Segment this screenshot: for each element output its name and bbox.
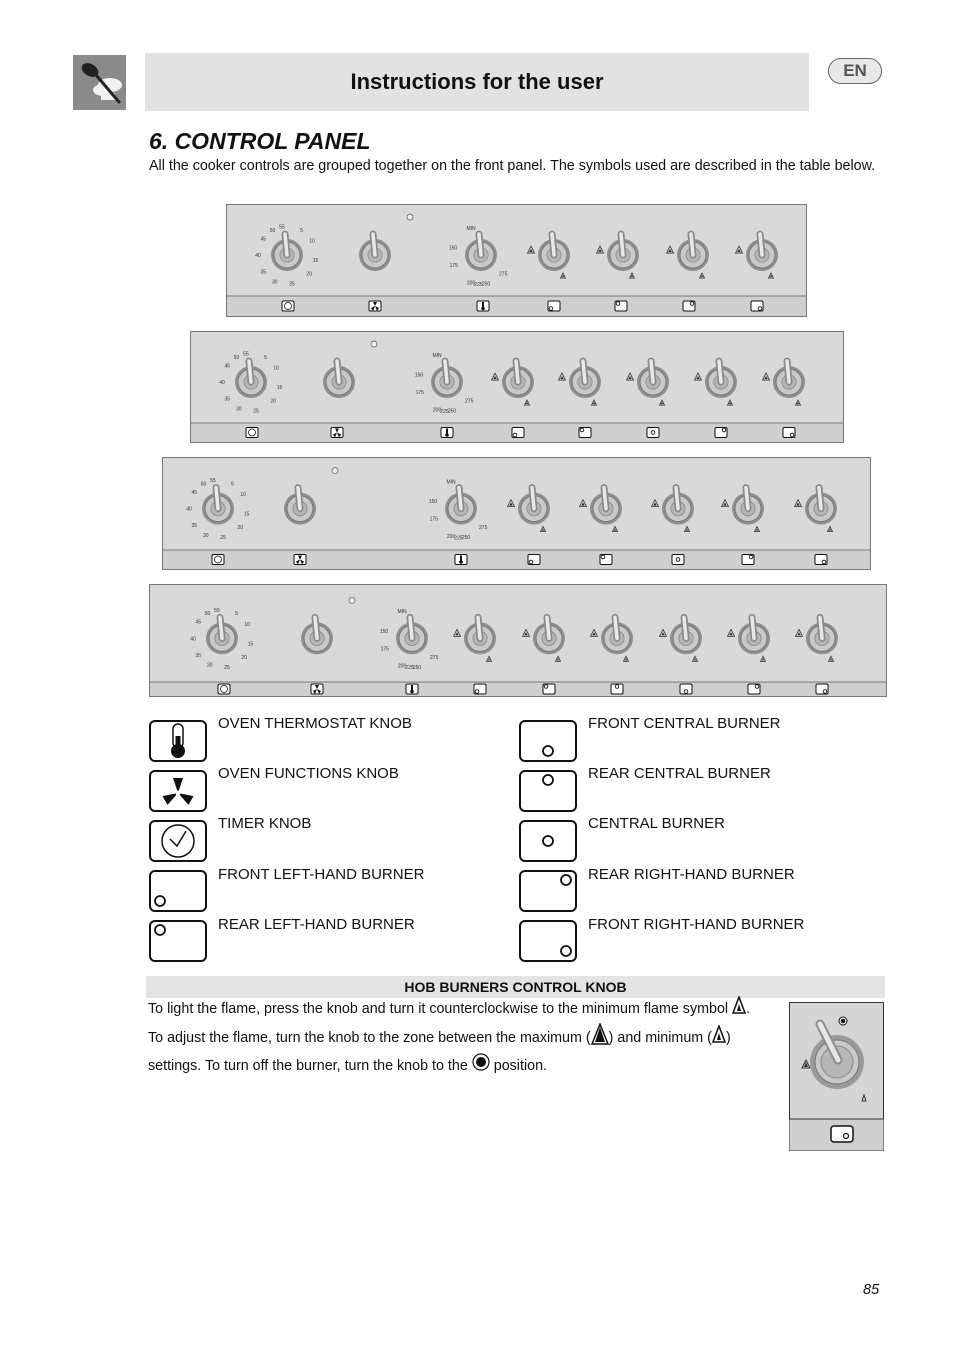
svg-text:5: 5 bbox=[300, 227, 303, 234]
thermometer-icon bbox=[149, 720, 207, 762]
svg-text:10: 10 bbox=[240, 492, 246, 499]
control-panel-2 bbox=[190, 331, 844, 443]
svg-text:5: 5 bbox=[231, 481, 234, 488]
svg-text:200: 200 bbox=[446, 533, 456, 540]
svg-text:50: 50 bbox=[204, 611, 211, 618]
svg-text:275: 275 bbox=[499, 271, 508, 278]
svg-text:45: 45 bbox=[260, 236, 267, 243]
burner-rear-left-icon bbox=[149, 920, 207, 962]
burner-rear-central-icon bbox=[519, 770, 577, 812]
fan-icon bbox=[149, 770, 207, 812]
svg-text:150: 150 bbox=[448, 245, 458, 252]
svg-text:20: 20 bbox=[241, 654, 247, 661]
svg-text:275: 275 bbox=[430, 654, 439, 661]
svg-text:20: 20 bbox=[237, 525, 243, 532]
svg-text:225: 225 bbox=[454, 535, 463, 542]
hob-section-heading bbox=[146, 976, 885, 998]
svg-text:35: 35 bbox=[191, 523, 198, 530]
svg-text:20: 20 bbox=[270, 398, 276, 405]
svg-text:25: 25 bbox=[289, 281, 295, 288]
page-header-title: Instructions for the user bbox=[350, 69, 604, 94]
svg-text:150: 150 bbox=[414, 372, 424, 379]
svg-text:35: 35 bbox=[195, 652, 202, 659]
legend-label-central: CENTRAL BURNER bbox=[588, 815, 725, 832]
svg-text:MIN: MIN bbox=[397, 609, 407, 616]
svg-text:25: 25 bbox=[220, 535, 226, 542]
svg-text:50: 50 bbox=[200, 481, 207, 488]
burner-front-left-icon bbox=[149, 870, 207, 912]
svg-text:175: 175 bbox=[449, 262, 458, 269]
hob-text-3: ) and minimum ( bbox=[608, 1029, 712, 1046]
burner-rear-right-icon bbox=[519, 870, 577, 912]
svg-text:150: 150 bbox=[379, 628, 389, 635]
svg-text:200: 200 bbox=[397, 663, 407, 670]
min-flame-icon bbox=[732, 996, 746, 1023]
svg-text:15: 15 bbox=[312, 258, 319, 265]
svg-text:250: 250 bbox=[481, 281, 491, 288]
legend-label-front-central: FRONT CENTRAL BURNER bbox=[588, 715, 781, 732]
max-flame-icon bbox=[591, 1023, 609, 1054]
svg-text:55: 55 bbox=[214, 607, 220, 614]
svg-text:40: 40 bbox=[219, 380, 225, 387]
control-panel-1 bbox=[226, 204, 807, 317]
svg-text:250: 250 bbox=[447, 408, 457, 415]
svg-text:55: 55 bbox=[279, 224, 285, 231]
panel-drawing bbox=[163, 458, 870, 569]
panel-drawing bbox=[227, 205, 806, 316]
svg-text:150: 150 bbox=[428, 499, 438, 506]
header-bar bbox=[145, 53, 809, 111]
svg-text:250: 250 bbox=[461, 535, 471, 542]
svg-text:10: 10 bbox=[273, 365, 279, 372]
legend-label-rear-left: REAR LEFT-HAND BURNER bbox=[218, 916, 415, 933]
svg-text:MIN: MIN bbox=[446, 479, 456, 486]
svg-text:50: 50 bbox=[269, 227, 276, 234]
svg-text:40: 40 bbox=[186, 506, 192, 513]
svg-text:25: 25 bbox=[224, 664, 230, 671]
svg-text:225: 225 bbox=[474, 281, 483, 288]
legend-label-functions: OVEN FUNCTIONS KNOB bbox=[218, 765, 399, 782]
svg-text:55: 55 bbox=[210, 478, 216, 485]
legend-label-timer: TIMER KNOB bbox=[218, 815, 312, 832]
svg-text:50: 50 bbox=[233, 354, 240, 361]
svg-text:225: 225 bbox=[405, 665, 414, 672]
svg-text:25: 25 bbox=[253, 408, 259, 415]
svg-text:MIN: MIN bbox=[432, 352, 442, 359]
svg-text:45: 45 bbox=[224, 363, 231, 370]
svg-text:200: 200 bbox=[466, 280, 476, 287]
legend-label-front-left: FRONT LEFT-HAND BURNER bbox=[218, 866, 425, 883]
svg-text:15: 15 bbox=[276, 385, 283, 392]
burner-front-right-icon bbox=[519, 920, 577, 962]
hob-text-4: ) settings. To turn off the burner, turn the knob to the bbox=[148, 1029, 731, 1075]
svg-text:30: 30 bbox=[235, 406, 242, 413]
svg-text:20: 20 bbox=[306, 271, 312, 278]
legend-label-rear-right: REAR RIGHT-HAND BURNER bbox=[588, 866, 795, 883]
section-title: 6. CONTROL PANEL bbox=[149, 128, 371, 154]
panel-drawing bbox=[150, 585, 886, 696]
panel-drawing bbox=[191, 332, 843, 442]
svg-text:175: 175 bbox=[429, 516, 438, 523]
legend-label-thermostat: OVEN THERMOSTAT KNOB bbox=[218, 715, 412, 732]
svg-text:30: 30 bbox=[271, 279, 278, 286]
control-panel-3 bbox=[162, 457, 871, 570]
burner-front-central-icon bbox=[519, 720, 577, 762]
control-panel-4 bbox=[149, 584, 887, 697]
svg-text:275: 275 bbox=[465, 398, 474, 405]
svg-text:MIN: MIN bbox=[466, 225, 476, 232]
svg-text:40: 40 bbox=[190, 636, 196, 643]
svg-text:10: 10 bbox=[309, 238, 315, 245]
svg-text:40: 40 bbox=[255, 253, 261, 260]
svg-text:275: 275 bbox=[479, 525, 488, 532]
svg-text:35: 35 bbox=[224, 396, 231, 403]
hob-text-1: To light the flame, press the knob and turn it counterclockwise to the minimum flame symbol bbox=[148, 1001, 729, 1018]
off-position-icon bbox=[472, 1053, 490, 1080]
hob-text-2: . To adjust the flame, turn the knob to the zone between the maximum ( bbox=[148, 1001, 751, 1046]
svg-text:5: 5 bbox=[235, 611, 238, 618]
min-flame-icon-2 bbox=[712, 1025, 726, 1052]
svg-text:225: 225 bbox=[440, 408, 449, 415]
svg-text:35: 35 bbox=[260, 269, 267, 276]
burner-knob-icon bbox=[789, 1002, 884, 1151]
hob-heading-text: HOB BURNERS CONTROL KNOB bbox=[404, 979, 627, 995]
svg-text:175: 175 bbox=[415, 389, 424, 396]
svg-text:55: 55 bbox=[243, 351, 249, 358]
svg-text:15: 15 bbox=[247, 641, 254, 648]
svg-text:45: 45 bbox=[191, 489, 198, 496]
svg-text:15: 15 bbox=[243, 511, 250, 518]
hob-text-5: position. bbox=[493, 1058, 548, 1075]
clock-icon bbox=[149, 820, 207, 862]
svg-text:250: 250 bbox=[412, 664, 422, 671]
svg-text:200: 200 bbox=[432, 407, 442, 414]
burner-central-icon bbox=[519, 820, 577, 862]
legend-label-rear-central: REAR CENTRAL BURNER bbox=[588, 765, 771, 782]
intro-paragraph: All the cooker controls are grouped together on the front panel. The symbols used are described in the table below. bbox=[149, 158, 876, 174]
svg-text:10: 10 bbox=[244, 621, 250, 628]
svg-text:30: 30 bbox=[202, 532, 209, 539]
spoon-and-chef-hat-icon bbox=[73, 55, 126, 110]
page-number: 85 bbox=[863, 1282, 880, 1298]
language-badge: EN bbox=[828, 58, 882, 84]
svg-text:5: 5 bbox=[264, 354, 267, 361]
svg-text:175: 175 bbox=[380, 646, 389, 653]
svg-text:45: 45 bbox=[195, 619, 202, 626]
hob-instructions bbox=[148, 996, 758, 1080]
legend-label-front-right: FRONT RIGHT-HAND BURNER bbox=[588, 916, 805, 933]
svg-text:30: 30 bbox=[206, 662, 213, 669]
